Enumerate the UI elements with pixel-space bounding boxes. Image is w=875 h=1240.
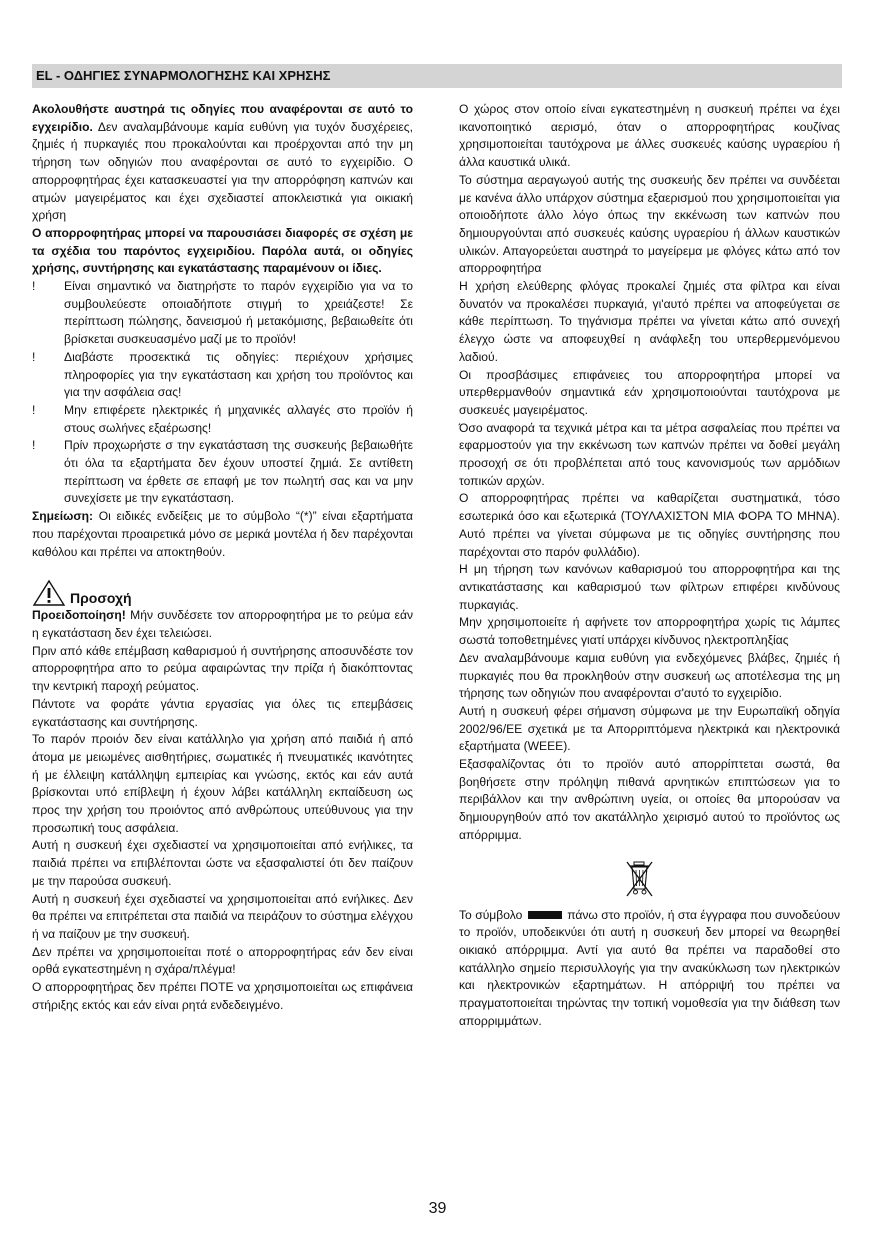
exclamation-mark: ! <box>32 402 36 417</box>
caution-heading <box>32 577 413 607</box>
safety-paragraph: Δεν πρέπει να χρησιμοποιείται ποτέ ο απορροφητήρας εάν δεν είναι ορθά εγκατεστημένη η σχάρα/πλέγμα! <box>32 944 413 977</box>
bullet-text: Πρίν προχωρήστε σ την εγκατάσταση της συσκευής βεβαιωθήτε ότι όλα τα εξαρτήματα δεν έχουν υποστεί ζημιά. Σε αντίθετη περίπτωση να έρθετε σε επαφή με τον πωλητή σας και να μην συνεχίσετε με την εγκατάσταση. <box>64 438 413 506</box>
bullet-item <box>32 402 413 437</box>
info-paragraph: Όσο αναφορά τα τεχνικά μέτρα και τα μέτρα ασφαλείας που πρέπει να εφαρμοστούν για την εκκένωση των καπνών πρέπει να δοθεί μεγάλη προσοχή σε ότι προβλέπεται από τους κανονισμούς των αρμόδιων τοπικών αρχών. <box>459 420 840 488</box>
crossed-out-bin-icon <box>625 859 655 901</box>
intro-bold: Ακολουθήστε αυστηρά τις οδηγίες που αναφέρονται σε αυτό το εγχειρίδιο. <box>32 102 413 134</box>
info-paragraph: Η χρήση ελεύθερης φλόγας προκαλεί ζημιές στα φίλτρα και είναι δυνατόν να προκαλέσει πυρκαγιά, γι'αυτό πρέπει να αποφεύγεται σε κάθε περίπτωση. Το τηγάνισμα πρέπει να γίνεται κάτω από συνεχή έλεγχο ώστε να αποφευχθεί η ανάφλεξη του υπερθερμενόμενου λαδιού. <box>459 279 840 364</box>
warning-triangle-icon <box>32 579 66 607</box>
warning-label: Προειδοποίηση! <box>32 608 126 623</box>
info-paragraph: Μην χρησιμοποιείτε ή αφήνετε τον απορροφητήρα χωρίς τις λάμπες σωστά τοποθετημένες γιατί υπάρχει κίνδυνος ηλεκτροπληξίας <box>459 615 840 648</box>
safety-paragraph: Πριν από κάθε επέμβαση καθαρισμού ή συντήρησης αποσυνδέστε τον απορροφητήρα απο το ρεύμα αφαιρώντας την πρίζα ή διακόπτοντας την κεντρική παροχή ρεύματος. <box>32 643 413 694</box>
info-paragraph: Εξασφαλίζοντας ότι το προϊόν αυτό απορρίπτεται σωστά, θα βοηθήσετε στην πρόληψη πιθανά αρνητικών επιπτώσεων για το περιβάλλον και την ανθρώπινη υγεία, οι οποίες θα μπορούσαν να δημιουργηθούν από τον ακατάλληλο χειρισμό αυτού το προϊόντος ως απόρριμμα. <box>459 757 840 842</box>
black-bar-symbol <box>528 911 562 919</box>
left-column <box>32 101 413 1014</box>
warning-text: Μήν συνδέσετε τον απορροφητήρα με το ρεύμα εάν η εγκατάσταση δεν έχει τελειώσει. <box>32 608 413 640</box>
info-paragraph: Αυτή η συσκευή φέρει σήμανση σύμφωνα με την Ευρωπαϊκή οδηγία 2002/96/EE σχετικά με τα Απορριπτόμενα ηλεκτρικά και ηλεκτρονικά εξαρτήματα (WEEE). <box>459 703 840 754</box>
exclamation-mark: ! <box>32 349 36 364</box>
safety-paragraph: Αυτή η συσκευή έχει σχεδιαστεί να χρησιμοποιείται από ενήλικες. Δεν θα πρέπει να επιτρέπεται στα παιδιά να πειράζουν το σύστημα ελέγχου ή να παίζουν με την συσκευή. <box>32 891 413 941</box>
bullet-text: Είναι σημαντικό να διατηρήστε το παρόν εγχειρίδιο για να το συμβουλεύεστε οποιαδήποτε στιγμή το χρειάζεστε! Σε περίπτωση πώλησης, δανεισμού ή μετακόμισης, βεβαιωθείτε ότι βρίσκεται συσκευασμένο μαζί με το προϊόν! <box>64 279 413 347</box>
safety-paragraph: Πάντοτε να φοράτε γάντια εργασίας για όλες τις επεμβάσεις εγκατάστασης και συντήρησης. <box>32 696 413 729</box>
bullet-item <box>32 349 413 402</box>
page-number: 39 <box>428 1200 447 1217</box>
info-paragraph: Το σύστημα αεραγωγού αυτής της συσκευής δεν πρέπει να συνδέεται με κανένα άλλο υπάρχον σύστημα εξαερισμού που χρησιμοποιείται για οποιοδήποτε άλλο λόγο όπως την εκκένωση των καπνών που δημιουργούνται από συσκευές καύσης υγραερίου ή άλλων καυστικών υλικών. Απαγορεύεται αυστηρά το μαγείρεμα με φλόγες κάτω από τον απορροφητήρα <box>459 172 840 276</box>
right-column <box>459 101 840 1030</box>
bullet-text: Διαβάστε προσεκτικά τις οδηγίες: περιέχουν χρήσιμες πληροφορίες για την εγκατάσταση και χρήση του προϊόντος και για την ασφάλεια σας! <box>64 349 413 400</box>
exclamation-mark: ! <box>32 279 36 294</box>
intro-paragraph <box>32 101 413 225</box>
variation-notice: Ο απορροφητήρας μπορεί να παρουσιάσει διαφορές σε σχέση με τα σχέδια του παρόντος εγχειριδίου. Παρόλα αυτά, οι οδηγίες χρήσης, συντήρησης και εγκατάστασης παραμένουν οι ίδιες. <box>32 225 413 276</box>
note-label: Σημείωση: <box>32 509 94 524</box>
caution-title: Προσοχή <box>70 590 132 607</box>
section-title: EL - ΟΔΗΓΙΕΣ ΣΥΝΑΡΜΟΛΟΓΗΣΗΣ ΚΑΙ ΧΡΗΣΗΣ <box>36 68 331 83</box>
exclamation-mark: ! <box>32 438 36 453</box>
warning-paragraph <box>32 607 413 642</box>
info-paragraph: Ο χώρος στον οποίο είναι εγκατεστημένη η συσκευή πρέπει να έχει ικανοποιητικό αερισμό, όταν ο απορροφητήρας κουζίνας χρησιμοποιείται ταυτόχρονα με άλλες συσκευές καύσης υγραερίου ή άλλα καυστικά υλικά. <box>459 102 840 170</box>
note-text: Οι ειδικές ενδείξεις με το σύμβολο “(*)” είναι εξαρτήματα που παρέχονται προαιρετικά μόνο σε μερικά μοντέλα ή δεν παρέχονται καθόλου και πρέπει να αποκτηθούν. <box>32 509 413 559</box>
safety-paragraph: Το παρόν προιόν δεν είναι κατάλληλο για χρήση από παιδιά ή από άτομα με μειωμένες αισθητήριες, σωματικές ή πνευματικές ικανότητες ή με έλλειψη κατάλληψη εμπειρίας και γνώσης, εκτός και εάν αυτά βρίσκονται υπό επίβλεψη ή έχουν λάβει κατάλληλη εκπαίδευση ως προς την χρήση του προιόντος από ανθρώπους υπεύθυνους για την προσωπική τους ασφάλεια. <box>32 732 413 835</box>
intro-text: Δεν αναλαμβάνουμε καμία ευθύνη για τυχόν δυσχέρειες, ζημιές ή πυρκαγιές που προκαλούνται και προέρχονται από την μη τήρηση των οδηγιών που αναφέρονται σε αυτό το εγχειρίδιο. Ο απορροφητήρας έχει κατασκευαστεί για την απορρόφηση καπνών και ατμών μαγειρέματος και έχει σχεδιαστεί αποκλειστικά για οικιακή χρήση <box>32 119 413 223</box>
note-paragraph <box>32 508 413 561</box>
symbol-text-before: Το σύμβολο <box>459 907 526 922</box>
symbol-text-after: πάνω στο προϊόν, ή στα έγγραφα που συνοδεύουν το προϊόν, υποδεικνύει ότι αυτή η συσκευή δεν μπορεί να θεωρηθεί οικιακό απόρριμμα. Αντί για αυτό θα πρέπει να παραδοθεί στο κατάλληλο σημείο περισυλλογής για την ανακύκλωση των ηλεκτρικών και ηλεκτρονικών εξαρτημάτων. Η απόρριψή του πρέπει να πραγματοποιείται τηρώντας την τοπική νομοθεσία για την διάθεση των απορριμμάτων. <box>459 907 840 1028</box>
safety-paragraph: Αυτή η συσκευή έχει σχεδιαστεί να χρησιμοποιείται από ενήλικες, τα παιδιά πρέπει να επιβλέπονται ώστε να εξασφαλιστεί ότι δεν παίζουν με την παρούσα συσκευή. <box>32 838 413 888</box>
safety-paragraph: Ο απορροφητήρας δεν πρέπει ΠΟΤΕ να χρησιμοποιείται ως επιφάνεια στήριξης εκτός και εάν είναι ρητά ενδεδειγμένο. <box>32 980 413 1012</box>
info-paragraph: Η μη τήρηση των κανόνων καθαρισμού του απορροφητήρα και της αντικατάστασης και καθαρισμού των φίλτρων επιφέρει κινδύνους πυρκαγιάς. <box>459 562 840 612</box>
bullet-item <box>32 437 413 508</box>
weee-symbol-area <box>459 845 840 907</box>
disposal-paragraph <box>459 907 840 1031</box>
info-paragraph: Δεν αναλαμβάνουμε καμια ευθύνη για ενδεχόμενες βλάβες, ζημιές ή πυρκαγιές που θα προκληθούν στην συσκευή ως αποτέλεσμα της μη τήρησης των οδηγιών που αναφέρονται σ'αυτό το εγχειρίδιο. <box>459 650 840 701</box>
bullet-text: Μην επιφέρετε ηλεκτρικές ή μηχανικές αλλαγές στο προϊόν ή στους σωλήνες εξαέρωσης! <box>64 402 413 435</box>
info-paragraph: Ο απορροφητήρας πρέπει να καθαρίζεται συστηματικά, τόσο εσωτερικά όσο και εξωτερικά (ΤΟΥΛΑΧΙΣΤΟΝ ΜΙΑ ΦΟΡΑ ΤΟ ΜΗΝΑ). Αυτό πρέπει να γίνεται σύμφωνα με τις οδηγίες συντήρησης που παρέχονται στο παρόν φυλλάδιο). <box>459 491 840 559</box>
info-paragraph: Οι προσβάσιμες επιφάνειες του απορροφητήρα μπορεί να υπερθερμανθούν σημαντικά εάν χρησιμοποιούνται ταυτόχρονα με συσκευές μαγειρέματος. <box>459 367 840 417</box>
spacer <box>32 561 413 577</box>
bullet-item <box>32 278 413 349</box>
